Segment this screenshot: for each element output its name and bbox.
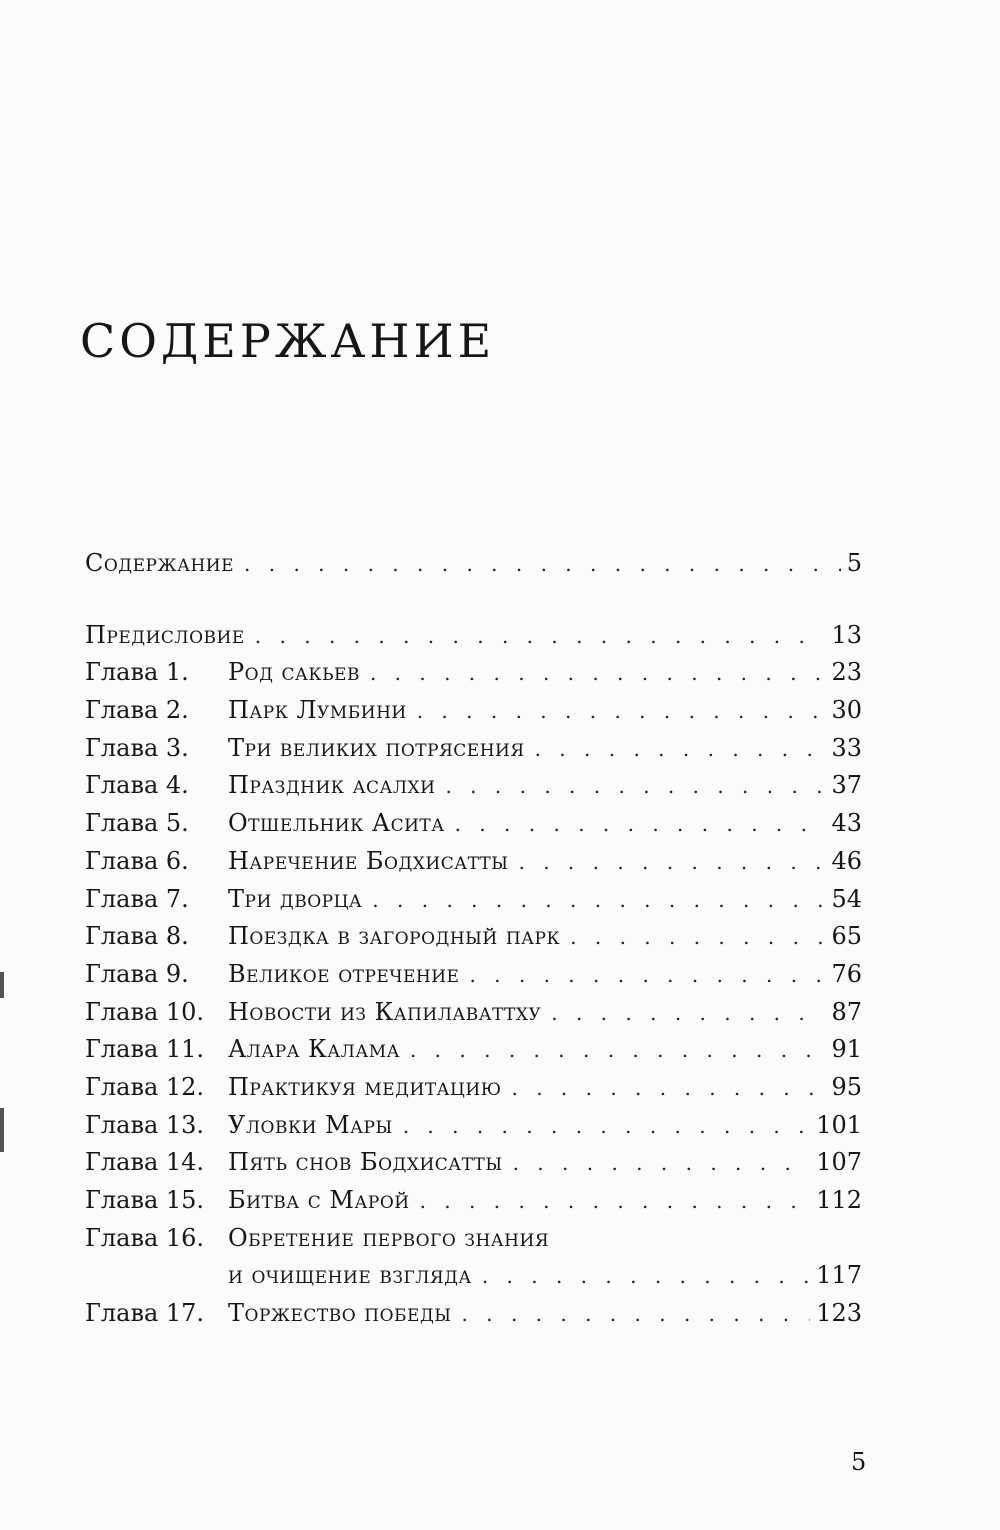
toc-entry-page: 112: [816, 1186, 862, 1214]
toc-entry-page: 5: [846, 549, 862, 577]
toc-entry-title: Обретение первого знания: [228, 1223, 550, 1252]
toc-entry-title: Торжество победы: [228, 1299, 452, 1328]
toc-entry-chapter-1: [85, 654, 862, 692]
toc-entry-title: Битва с Марой: [228, 1186, 410, 1214]
toc-entry-label: Глава 16.: [85, 1223, 205, 1252]
toc-entry-chapter-6: [85, 843, 862, 881]
toc-entry-label: Глава 15.: [85, 1186, 205, 1214]
toc-entry-chapter-15: [85, 1182, 862, 1220]
toc-entry-label: Глава 6.: [85, 846, 189, 875]
toc-entry-chapter-3: [85, 730, 862, 768]
toc-entry-label: Глава 17.: [85, 1299, 205, 1328]
toc-entry-label: Глава 9.: [85, 959, 189, 988]
toc-entry-label: Глава 2.: [85, 696, 189, 725]
dot-leader: [410, 1032, 825, 1070]
dot-leader: [255, 618, 826, 656]
dot-leader: [370, 655, 826, 693]
toc-entry-page: 54: [831, 884, 862, 913]
toc-entry-title: Содержание: [85, 549, 235, 577]
page-edge-mark: [0, 1108, 4, 1152]
toc-entry-title: Три дворца: [228, 884, 363, 913]
toc-entry-title: Наречение Бодхисатты: [228, 846, 509, 875]
dot-leader: [535, 731, 826, 769]
toc-entry-title: Парк Лумбини: [228, 696, 407, 725]
toc-entry-page: 13: [831, 620, 862, 649]
dot-leader: [513, 1145, 811, 1183]
toc-entry-page: 37: [831, 771, 862, 800]
dot-leader: [511, 1070, 825, 1108]
toc-entry-title: Алара Калама: [228, 1035, 400, 1064]
toc-entry-page: 65: [831, 922, 862, 951]
toc-entry-page: 76: [831, 959, 862, 988]
toc-entry-title: Отшельник Асита: [228, 809, 445, 838]
toc-entry-page: 43: [831, 809, 862, 838]
dot-leader: [420, 1183, 811, 1221]
dot-leader: [445, 768, 825, 806]
dot-leader: [417, 693, 826, 731]
toc-entry-chapter-12: [85, 1069, 862, 1107]
dot-leader: [403, 1108, 811, 1146]
toc-entry-title-line2: и очищение взгляда: [228, 1261, 472, 1290]
toc-entry-page: 95: [831, 1072, 862, 1101]
toc-entry-chapter-5: [85, 805, 862, 843]
toc-entry-page: 91: [831, 1035, 862, 1064]
toc-entry-chapter-16: [85, 1220, 862, 1258]
toc-entry-label: Глава 8.: [85, 922, 189, 951]
toc-entry-page: 33: [831, 733, 862, 762]
toc-entry-title: Поездка в загородный парк: [228, 922, 561, 951]
toc-entry-title: Новости из Капилаваттху: [228, 997, 542, 1026]
toc-entry-label: Глава 5.: [85, 809, 189, 838]
toc-entry-title: Три великих потрясения: [228, 733, 525, 762]
dot-leader: [455, 806, 826, 844]
toc-entry-label: Глава 14.: [85, 1148, 205, 1177]
toc-entry-page: 107: [816, 1148, 862, 1177]
page-number: 5: [851, 1448, 867, 1476]
toc-entry-chapter-4: [85, 767, 862, 805]
toc-entry-title: Праздник асалхи: [228, 771, 436, 800]
page-title: СОДЕРЖАНИЕ: [80, 314, 496, 368]
toc-entry-page: 123: [816, 1299, 862, 1328]
toc-entry-chapter-11: [85, 1031, 862, 1069]
toc-entry-label: Глава 11.: [85, 1035, 205, 1064]
toc-entry-label: Глава 10.: [85, 997, 205, 1026]
toc-entry-page: 87: [831, 997, 862, 1026]
dot-leader: [519, 844, 826, 882]
toc-entry-page: 30: [831, 696, 862, 725]
toc-entry-chapter-13: [85, 1107, 862, 1145]
toc-entry-preface: [85, 617, 862, 655]
dot-leader: [244, 546, 841, 584]
dot-leader: [570, 919, 825, 957]
toc-entry-label: Глава 3.: [85, 733, 189, 762]
table-of-contents: [85, 545, 862, 1333]
toc-entry-contents: [85, 545, 862, 583]
toc-entry-chapter-8: [85, 918, 862, 956]
toc-entry-title: Предисловие: [85, 620, 245, 649]
toc-entry-title: Уловки Мары: [228, 1110, 393, 1139]
toc-entry-chapter-2: [85, 692, 862, 730]
toc-entry-chapter-10: [85, 994, 862, 1032]
toc-entry-page: 23: [831, 658, 862, 687]
toc-entry-label: Глава 1.: [85, 658, 189, 687]
dot-leader: [482, 1258, 810, 1296]
toc-entry-chapter-17: [85, 1295, 862, 1333]
toc-entry-chapter-14: [85, 1144, 862, 1182]
toc-entry-title: Великое отречение: [228, 959, 460, 988]
dot-leader: [372, 882, 825, 920]
dot-leader: [462, 1296, 811, 1334]
toc-entry-title: Пять снов Бодхисатты: [228, 1148, 503, 1177]
toc-entry-page: 46: [831, 846, 862, 875]
toc-entry-label: Глава 4.: [85, 771, 189, 800]
toc-entry-page: 101: [816, 1110, 862, 1139]
toc-entry-title: Практикуя медитацию: [228, 1072, 502, 1101]
toc-entry-label: Глава 13.: [85, 1110, 205, 1139]
dot-leader: [551, 995, 825, 1033]
toc-entry-page: 117: [816, 1261, 862, 1290]
page-edge-mark: [0, 972, 4, 998]
dot-leader: [469, 957, 825, 995]
toc-entry-title: Род сакьев: [228, 658, 360, 687]
toc-entry-chapter-7: [85, 881, 862, 919]
toc-entry-chapter-9: [85, 956, 862, 994]
toc-entry-chapter-16-continued: [85, 1257, 862, 1295]
toc-entry-label: Глава 7.: [85, 884, 189, 913]
toc-entry-label: Глава 12.: [85, 1072, 205, 1101]
